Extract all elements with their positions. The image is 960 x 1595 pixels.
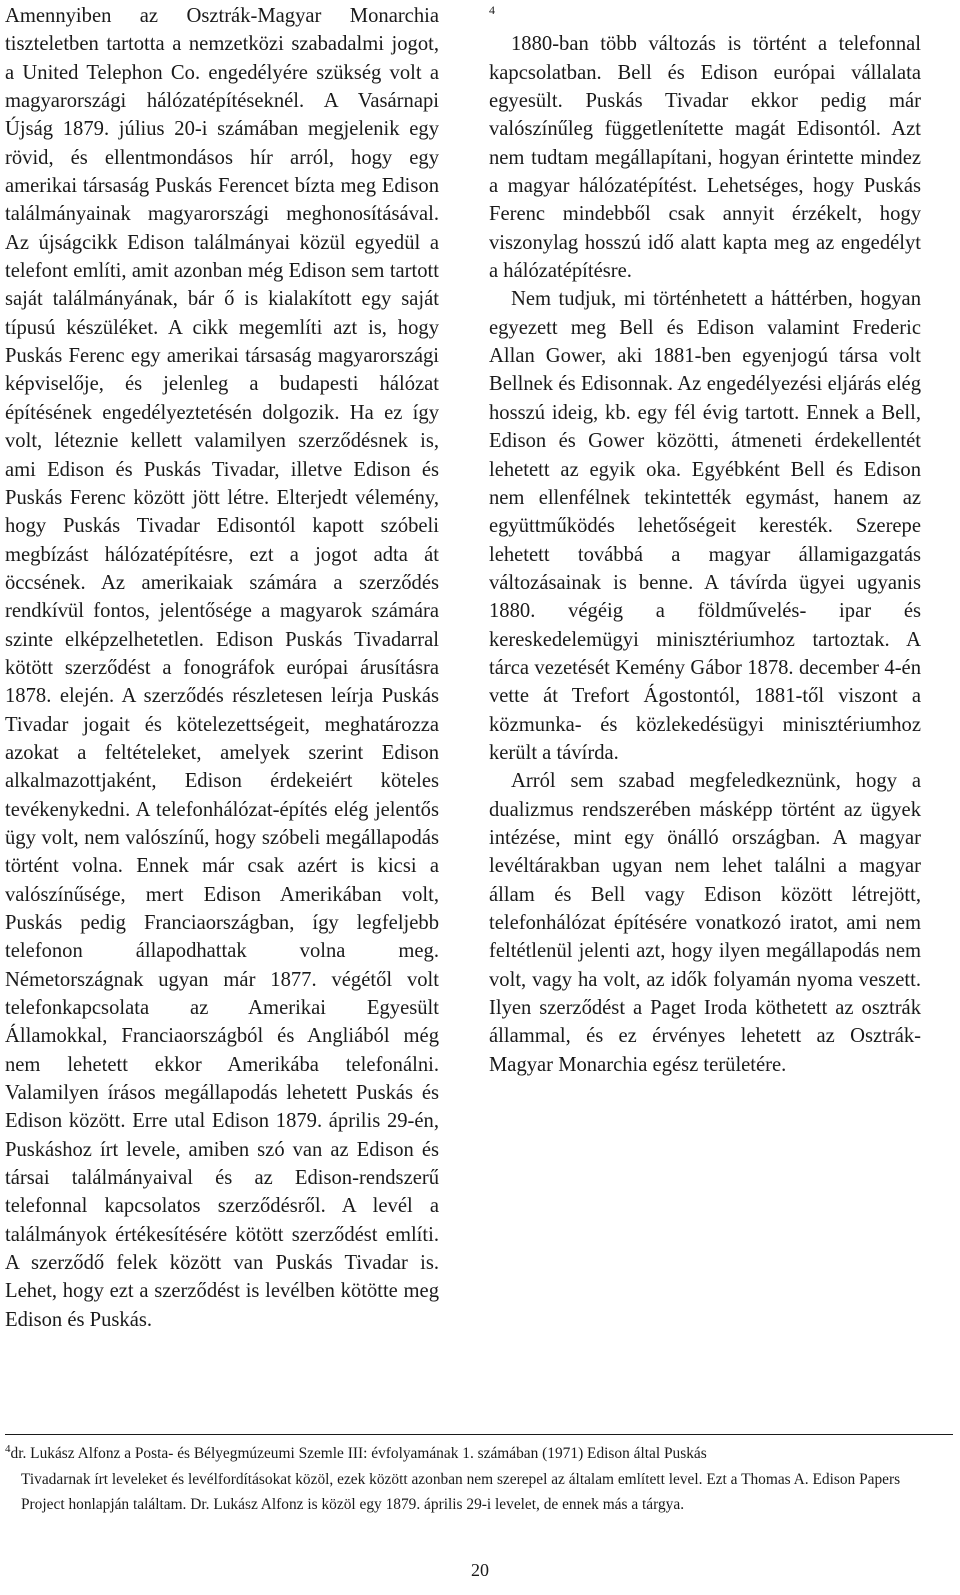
paragraph-2: 1880-ban több változás is történt a telefonnal kapcsolatban. Bell és Edison európai vállalata egyesült. Puskás Tivadar ekkor pedig már valószínűleg függetlenítette magát Edisontól. Azt nem tudtam megállapítani, hogyan érintette mindez a magyar hálózatépítést. Lehetséges, hogy Puskás Ferenc mindebből csak annyit érzékelt, hogy viszonylag hosszú idő alatt kapta meg az engedélyt a hálózatépítésre. [489,33,921,283]
footnote-text-line1: dr. Lukász Alfonz a Posta- és Bélyegmúzeumi Szemle III: évfolyamának 1. számában (1971) Edison által Puskás [10,1445,707,1462]
paragraph-3: Nem tudjuk, mi történhetett a háttérben, hogyan egyezett meg Bell és Edison valamint Frederic Allan Gower, aki 1881-ben egyenjogú társa volt Bellnek és Edisonnak. Az engedélyezési eljárás elég hosszú ideig, kb. egy fél évig tartott. Ennek a Bell, Edison és Gower közötti, átmeneti érdekellentét lehetett az egyik oka. Egyébként Bell és Edison nem ellenfélnek tekintették egymást, hanem az együttműködés lehetőségeit keresték. Szerepe lehetett továbbá a magyar államigazgatás változásainak is benne. A távírda ügyei ugyanis 1880. végéig a földművelés- ipar és kereskedelemügyi minisztériumhoz tartoztak. A tárca vezetését Kemény Gábor 1878. december 4-én vette át Trefort Ágostontól, 1881-től viszont a közmunka- és közlekedésügyi minisztériumhoz került a távírda. [489,288,921,764]
footnote [5,1441,935,1518]
page-number: 20 [471,1560,489,1580]
text-column-right [489,2,921,1079]
footnote-reference[interactable]: 4 [489,3,495,18]
paragraph-4: Arról sem szabad megfeledkeznünk, hogy a dualizmus rendszerében másképp történt az ügyek intézése, mint egy önálló országban. A magyar levéltárakban ugyan nem lehet találni a magyar állam és Bell vagy Edison között létrejött, telefonhálózat építésére vonatkozó iratot, ami nem feltétlenül jelenti azt, hogy ilyen megállapodás nem volt, vagy ha volt, az idők folyamán nyoma veszett. Ilyen szerződést a Paget Iroda köthetett az osztrák állammal, és ez érvényes lehetett az Osztrák-Magyar Monarchia egész területére. [489,770,921,1076]
text-column-left [5,2,439,1334]
paragraph-1-continued [489,2,921,30]
footnote-mark: 4 [5,1442,11,1455]
footnote-text-rest: Tivadarnak írt leveleket és levélfordításokat közöl, ezek között azonban nem szerepel az általam említett level. Ezt a Thomas A. Edison Papers Project honlapján találtam. Dr. Lukász Alfonz is közöl egy 1879. április 29-i levelet, de ennek más a tárgya. [21,1470,901,1513]
footnote-divider [5,1434,953,1435]
paragraph-1: Amennyiben az Osztrák-Magyar Monarchia tiszteletben tartotta a nemzetközi szabadalmi jogot, a United Telephon Co. engedélyére szükség volt a magyarországi hálózatépítéseknél. A Vasárnapi Újság 1879. július 20-i számában megjelenik egy rövid, és ellentmondásos hír arról, hogy egy amerikai társaság Puskás Ferencet bízta meg Edison találmányainak magyarországi meghonosításával. Az újságcikk Edison találmányai közül egyedül a telefont említi, amit azonban még Edison sem tartott saját találmányának, bár ő is kialakított egy saját típusú készüléket. A cikk megemlíti azt is, hogy Puskás Ferenc egy amerikai társaság magyarországi képviselője, és jelenleg a budapesti hálózat építésének engedélyeztetésén dolgozik. Ha ez így volt, léteznie kellett valamilyen szerződésnek is, ami Edison és Puskás Tivadar, illetve Edison és Puskás Ferenc között jött létre. Elterjedt vélemény, hogy Puskás Tivadar Edisontól kapott szóbeli megbízást hálózatépítésre, ezt a jogot adta át öccsének. Az amerikaiak számára a szerződés rendkívül fontos, jelentősége a magyarok számára szinte elképzelhetetlen. Edison Puskás Tivadarral kötött szerződést a fonográfok európai árusításra 1878. elején. A szerződés részletesen leírja Puskás Tivadar jogait és kötelezettségeit, meghatározza azokat a feltételeket, amelyek szerint Edison alkalmazottjaként, Edison érdekeiért köteles tevékenykedni. A telefonhálózat-építés elég jelentős ügy volt, nem valószínű, hogy szóbeli megállapodás történt volna. Ennek már csak azért is kicsi a valószínűsége, mert Edison Amerikában volt, Puskás pedig Franciaországban, így legfeljebb telefonon állapodhattak volna meg. Németországnak ugyan már 1877. végétől volt telefonkapcsolata az Amerikai Egyesült Államokkal, Franciaországból és Angliából még nem lehetett ekkor Amerikába telefonálni. Valamilyen írásos megállapodás lehetett Puskás és Edison között. Erre utal Edison 1879. április 29-én, Puskáshoz írt levele, amiben szó van az Edison és társai találmányaival és az Edison-rendszerű telefonnal kapcsolatos szerződésről. A levél a találmányok értékesítésére kötött szerződést említi. A szerződő felek között van Puskás Tivadar is. Lehet, hogy ezt a szerződést is levélben kötötte meg Edison és Puskás. [5,5,439,1331]
footnote-first-line [5,1441,935,1467]
